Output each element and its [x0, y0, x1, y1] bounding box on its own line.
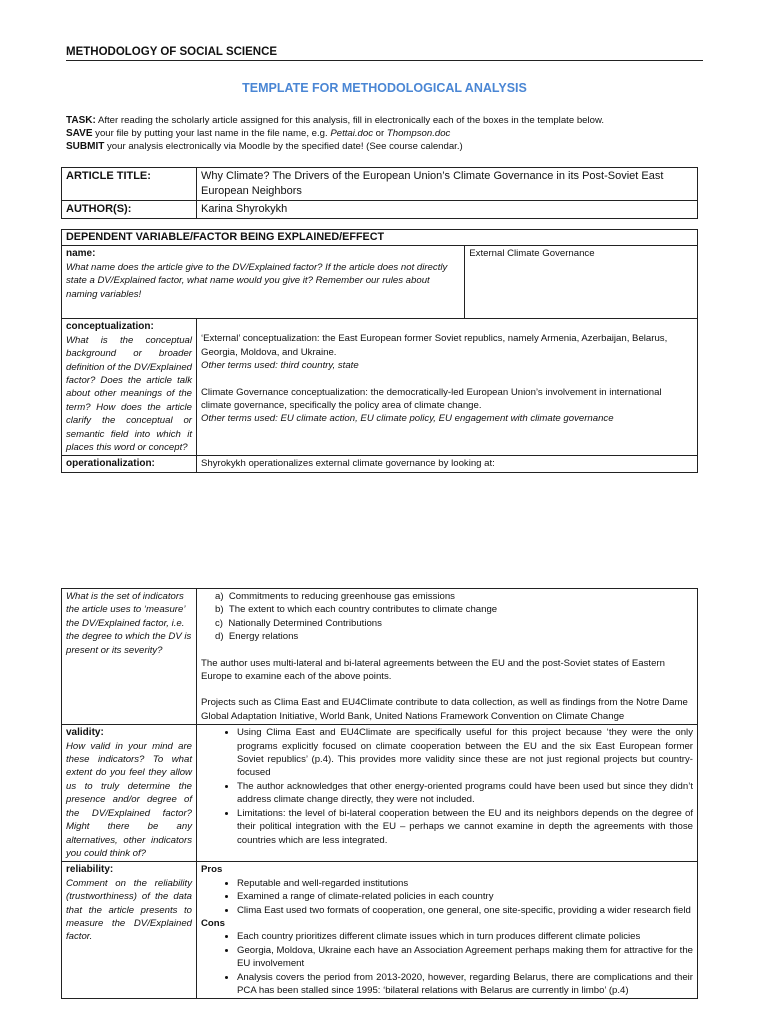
validity-list: [201, 726, 693, 847]
pros-bullet: • Examined a range of climate-related policies in each country: [237, 890, 693, 903]
cons-list: [201, 930, 693, 997]
pros-list: [201, 877, 693, 917]
indicators-paragraph-1: The author uses multi-lateral and bi-lateral agreements between the EU and the post-Soviet states of Eastern Europe to examine each of the above points.: [201, 657, 665, 683]
dv-name-row: [62, 246, 698, 319]
submit-text: your analysis electronically via Moodle by the specified date! (See course calendar.): [104, 141, 463, 152]
pros-bullet: • Reputable and well-regarded institutions: [237, 877, 693, 890]
indicators-table: [61, 588, 698, 999]
indicator-item: [215, 617, 693, 630]
external-other-terms: Other terms used: third country, state: [201, 360, 359, 372]
reliability-row: [62, 862, 698, 999]
pros-label: Pros: [201, 864, 223, 876]
validity-bullet: • Using Clima East and EU4Climate are specifically useful for this project because ‘they were the only programs explicitly focused on climate cooperation between the EU and the six East European former Soviet republics’ (p.4). This provides more validity since these are not just regional projects but country-focused: [237, 726, 693, 780]
operationalization-label: operationalization:: [66, 458, 155, 470]
authors-row: [62, 201, 698, 219]
conceptualization-answer[interactable]: [197, 319, 698, 456]
indicator-text: Energy relations: [228, 631, 299, 643]
save-text: your file by putting your last name in the file name, e.g.: [92, 128, 331, 139]
climate-governance-other-terms: Other terms used: EU climate action, EU climate policy, EU engagement with climate governance: [201, 413, 614, 425]
validity-answer[interactable]: [197, 725, 698, 862]
cons-bullet: • Each country prioritizes different climate issues which in turn produces different climate policies: [237, 930, 693, 943]
dv-name-question: What name does the article give to the DV/Explained factor? If the article does not directly state a DV/Explained factor, what name would you give it? Remember our rules about naming variables!: [66, 261, 448, 300]
conceptualization-prompt: [62, 319, 197, 456]
article-title-value[interactable]: Why Climate? The Drivers of the European Union’s Climate Governance in its Post-Soviet East European Neighbors: [197, 168, 698, 201]
save-line: [66, 127, 706, 140]
cons-bullet: • Analysis covers the period from 2013-2020, however, regarding Belarus, there are complications and their PCA has been stalled since 1995: ‘bilateral relations with Belarus are currently in limbo’ (p.4): [237, 971, 693, 998]
dv-name-label: name:: [66, 248, 96, 260]
cons-label: Cons: [201, 917, 225, 929]
submit-line: [66, 140, 706, 153]
task-line: [66, 114, 706, 127]
conceptualization-label: conceptualization:: [66, 321, 154, 333]
indicators-prompt: [62, 589, 197, 725]
climate-governance-concept: Climate Governance conceptualization: the democratically-led European Union’s involvement in international climate governance, specifically the policy area of climate change.: [201, 386, 662, 412]
indicator-item: [215, 590, 693, 603]
operationalization-answer[interactable]: Shyrokykh operationalizes external climate governance by looking at:: [197, 456, 698, 472]
indicator-list: [201, 590, 693, 644]
task-label: TASK:: [66, 115, 96, 126]
indicator-text: Nationally Determined Contributions: [228, 617, 382, 629]
indicator-text: The extent to which each country contributes to climate change: [228, 604, 498, 616]
dv-table: [61, 229, 698, 473]
indicator-item: [215, 630, 693, 643]
template-title: TEMPLATE FOR METHODOLOGICAL ANALYSIS: [242, 81, 527, 95]
save-or: or: [373, 128, 387, 139]
validity-label: validity:: [66, 727, 104, 739]
instructions: [66, 114, 706, 153]
article-title-label: ARTICLE TITLE:: [62, 168, 197, 201]
authors-value[interactable]: Karina Shyrokykh: [197, 201, 698, 219]
dv-name-answer[interactable]: External Climate Governance: [465, 246, 698, 319]
submit-label: SUBMIT: [66, 141, 105, 152]
validity-row: [62, 725, 698, 862]
indicator-text: Commitments to reducing greenhouse gas emissions: [228, 591, 455, 602]
reliability-label: reliability:: [66, 864, 114, 876]
article-info-table: [61, 167, 698, 219]
indicator-marker: d): [215, 631, 224, 643]
reliability-answer[interactable]: [197, 862, 698, 999]
conceptualization-question: What is the conceptual background or broader definition of the DV/Explained factor? Does the article talk about other meanings of the term? How does the article clarify the conceptual or semantic field into which it places this word or concept?: [66, 334, 192, 454]
authors-label: AUTHOR(S):: [62, 201, 197, 219]
course-title: METHODOLOGY OF SOCIAL SCIENCE: [66, 46, 703, 61]
indicator-marker: a): [215, 591, 224, 602]
indicators-answer[interactable]: [197, 589, 698, 725]
conceptualization-row: [62, 319, 698, 456]
indicator-item: [215, 603, 693, 616]
save-example-2: Thompson.doc: [386, 128, 451, 139]
save-label: SAVE: [66, 128, 93, 139]
dv-name-prompt: [62, 246, 465, 319]
cons-bullet: • Georgia, Moldova, Ukraine each have an Association Agreement perhaps making them for attractive for the EU involvement: [237, 944, 693, 971]
indicators-row: [62, 589, 698, 725]
reliability-question: Comment on the reliability (trustworthiness) of the data that the article presents to measure the DV/Explained factor.: [66, 877, 192, 943]
article-title-row: [62, 168, 698, 201]
pros-bullet: • Clima East used two formats of cooperation, one general, one site-specific, providing a wider research field: [237, 904, 693, 917]
validity-bullet: • Limitations: the level of bi-lateral cooperation between the EU and its neighbors depends on the degree of their political integration with the EU – perhaps we cannot examine in depth the agreements with those countries which are less integrated.: [237, 807, 693, 847]
external-concept: ‘External’ conceptualization: the East European former Soviet republics, namely Armenia, Azerbaijan, Belarus, Georgia, Moldova, and Ukraine.: [201, 333, 668, 358]
validity-bullet: • The author acknowledges that other energy-oriented programs could have been used but since they didn’t address climate change directly, they were not included.: [237, 780, 693, 807]
indicator-marker: b): [215, 604, 224, 616]
dv-section-header: DEPENDENT VARIABLE/FACTOR BEING EXPLAINED/EFFECT: [62, 230, 698, 246]
indicator-marker: c): [215, 617, 223, 629]
operationalization-prompt: [62, 456, 197, 472]
task-text: After reading the scholarly article assigned for this analysis, fill in electronically each of the boxes in the template below.: [95, 115, 605, 126]
validity-question: How valid in your mind are these indicators? To what extent do you feel they allow us to truly determine the presence and/or degree of the DV/Explained factor? Might there be any alternatives, other indicators you could think of?: [66, 740, 192, 859]
reliability-prompt: [62, 862, 197, 999]
indicators-question: What is the set of indicators the article uses to ‘measure’ the DV/Explained factor, i.e. the degree to which the DV is present or its severity?: [66, 591, 192, 656]
save-example-1: Pettai.doc: [330, 128, 374, 139]
validity-prompt: [62, 725, 197, 862]
indicators-paragraph-2: Projects such as Clima East and EU4Climate contribute to data collection, as well as findings from the Notre Dame Global Adaptation Initiative, World Bank, United Nations Framework Convention on Climate Change: [201, 697, 688, 722]
operationalization-row: [62, 456, 698, 472]
